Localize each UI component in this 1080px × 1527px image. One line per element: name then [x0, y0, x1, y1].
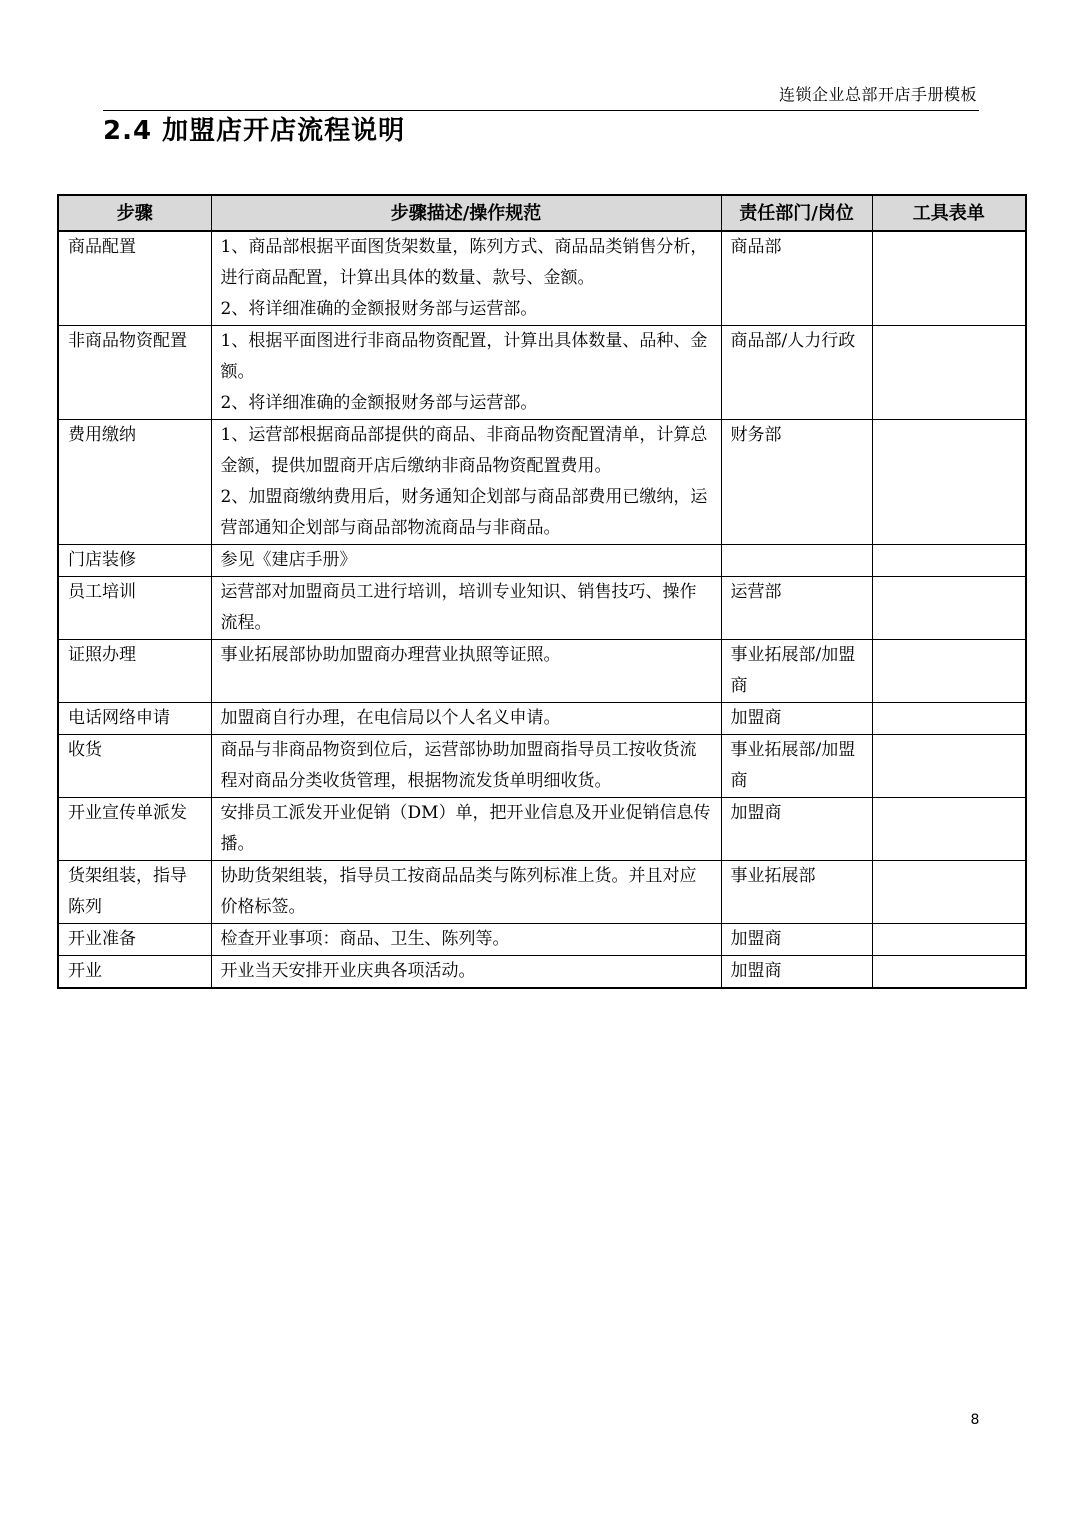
table-body [58, 231, 1026, 988]
step-cell: 收货 [58, 735, 211, 798]
description-line: 2、将详细准确的金额报财务部与运营部。 [220, 393, 538, 413]
description-line: 1、运营部根据商品部提供的商品、非商品物资配置清单，计算总金额，提供加盟商开店后缴纳非商品物资配置费用。 [220, 425, 708, 476]
description-cell [211, 420, 721, 545]
department-cell: 加盟商 [721, 798, 872, 861]
description-cell [211, 735, 721, 798]
step-cell: 开业宣传单派发 [58, 798, 211, 861]
page-header [103, 80, 979, 111]
department-cell: 商品部/人力行政 [721, 326, 872, 420]
tools-cell [872, 861, 1026, 924]
tools-cell [872, 956, 1026, 989]
description-line: 开业当天安排开业庆典各项活动。 [220, 961, 476, 981]
table-row [58, 861, 1026, 924]
column-header-step: 步骤 [58, 195, 211, 231]
description-cell [211, 956, 721, 989]
department-cell: 事业拓展部 [721, 861, 872, 924]
tools-cell [872, 420, 1026, 545]
department-cell: 事业拓展部/加盟商 [721, 735, 872, 798]
page-number: 8 [970, 1412, 980, 1428]
step-cell: 费用缴纳 [58, 420, 211, 545]
description-cell [211, 703, 721, 735]
description-cell [211, 577, 721, 640]
tools-cell [872, 231, 1026, 326]
department-cell: 加盟商 [721, 703, 872, 735]
description-line: 2、加盟商缴纳费用后，财务通知企划部与商品部费用已缴纳，运营部通知企划部与商品部物流商品与非商品。 [220, 487, 708, 538]
section-title: 2.4 加盟店开店流程说明 [103, 116, 406, 146]
step-cell: 开业准备 [58, 924, 211, 956]
tools-cell [872, 577, 1026, 640]
department-cell: 商品部 [721, 231, 872, 326]
table-row [58, 545, 1026, 577]
table-row [58, 577, 1026, 640]
tools-cell [872, 326, 1026, 420]
step-cell: 非商品物资配置 [58, 326, 211, 420]
description-line: 1、商品部根据平面图货架数量，陈列方式、商品品类销售分析，进行商品配置，计算出具体的数量、款号、金额。 [220, 237, 708, 288]
description-cell [211, 640, 721, 703]
description-line: 协助货架组装，指导员工按商品品类与陈列标准上货。并且对应价格标签。 [220, 866, 697, 917]
step-cell: 货架组装，指导陈列 [58, 861, 211, 924]
step-cell: 员工培训 [58, 577, 211, 640]
step-cell: 开业 [58, 956, 211, 989]
table-row [58, 924, 1026, 956]
description-line: 运营部对加盟商员工进行培训，培训专业知识、销售技巧、操作流程。 [220, 582, 697, 633]
description-line: 商品与非商品物资到位后，运营部协助加盟商指导员工按收货流程对商品分类收货管理，根据物流发货单明细收货。 [220, 740, 697, 791]
description-line: 参见《建店手册》 [220, 550, 357, 570]
description-cell [211, 861, 721, 924]
description-cell [211, 798, 721, 861]
column-header-description: 步骤描述/操作规范 [211, 195, 721, 231]
table-header-row [58, 195, 1026, 231]
tools-cell [872, 640, 1026, 703]
process-table [57, 194, 1027, 989]
table-row [58, 640, 1026, 703]
tools-cell [872, 703, 1026, 735]
tools-cell [872, 798, 1026, 861]
step-cell: 电话网络申请 [58, 703, 211, 735]
step-cell: 证照办理 [58, 640, 211, 703]
column-header-department: 责任部门/岗位 [721, 195, 872, 231]
description-line: 1、根据平面图进行非商品物资配置，计算出具体数量、品种、金额。 [220, 331, 708, 382]
department-cell [721, 545, 872, 577]
column-header-tools: 工具表单 [872, 195, 1026, 231]
department-cell: 加盟商 [721, 956, 872, 989]
table-row [58, 231, 1026, 326]
table-row [58, 735, 1026, 798]
department-cell: 运营部 [721, 577, 872, 640]
description-cell [211, 545, 721, 577]
table-row [58, 703, 1026, 735]
department-cell: 加盟商 [721, 924, 872, 956]
table-row [58, 326, 1026, 420]
department-cell: 事业拓展部/加盟商 [721, 640, 872, 703]
description-line: 安排员工派发开业促销（DM）单，把开业信息及开业促销信息传播。 [220, 803, 711, 854]
description-line: 加盟商自行办理，在电信局以个人名义申请。 [220, 708, 561, 728]
table-row [58, 420, 1026, 545]
description-cell [211, 231, 721, 326]
description-line: 事业拓展部协助加盟商办理营业执照等证照。 [220, 645, 561, 665]
table-row [58, 956, 1026, 989]
tools-cell [872, 924, 1026, 956]
tools-cell [872, 545, 1026, 577]
description-line: 2、将详细准确的金额报财务部与运营部。 [220, 299, 538, 319]
department-cell: 财务部 [721, 420, 872, 545]
description-cell [211, 924, 721, 956]
description-cell [211, 326, 721, 420]
description-line: 检查开业事项：商品、卫生、陈列等。 [220, 929, 510, 949]
step-cell: 商品配置 [58, 231, 211, 326]
document-title: 连锁企业总部开店手册模板 [778, 85, 977, 104]
table-row [58, 798, 1026, 861]
tools-cell [872, 735, 1026, 798]
step-cell: 门店装修 [58, 545, 211, 577]
